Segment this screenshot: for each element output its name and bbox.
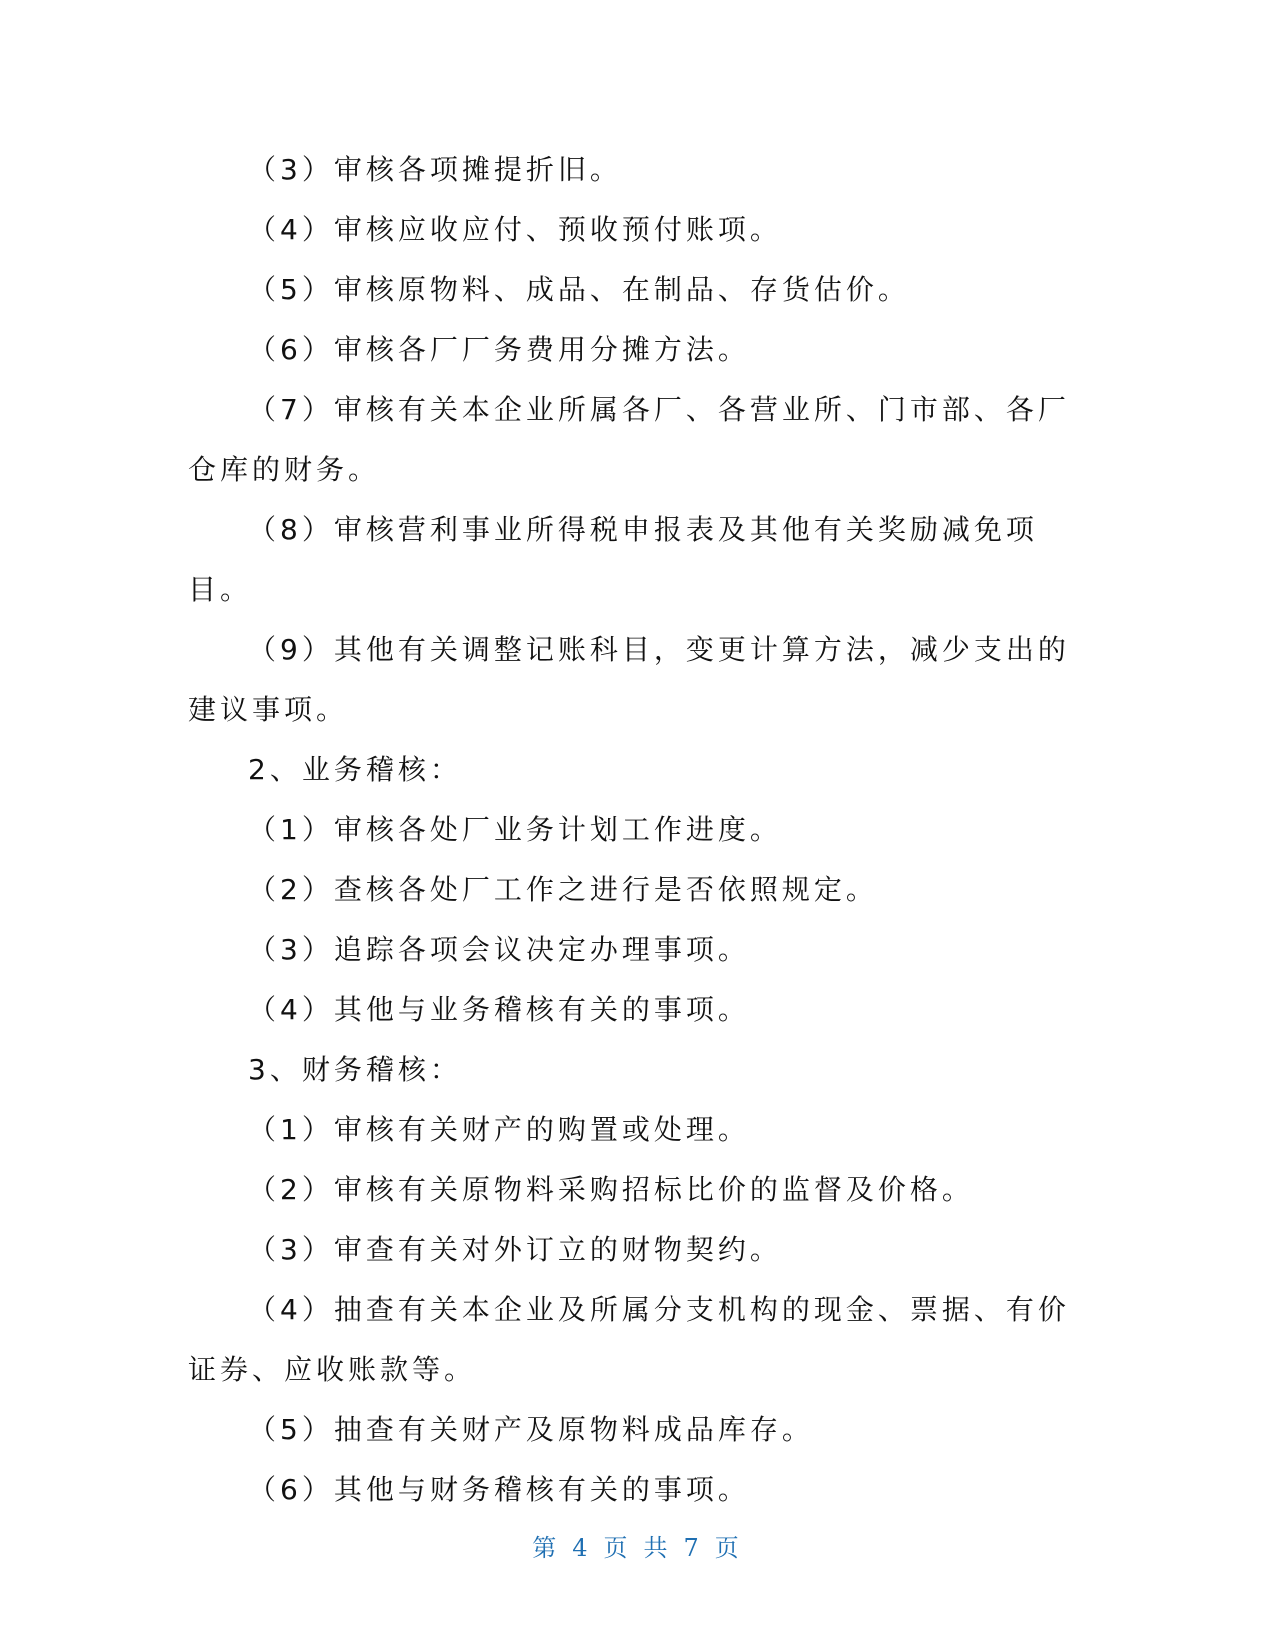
paragraph: （4）抽查有关本企业及所属分支机构的现金、票据、有价证券、应收账款等。 — [188, 1293, 1070, 1386]
paragraph: （8）审核营利事业所得税申报表及其他有关奖励减免项目。 — [188, 513, 1038, 606]
paragraph: （3）审查有关对外订立的财物契约。 — [248, 1233, 782, 1266]
paragraph: （4）审核应收应付、预收预付账项。 — [248, 213, 782, 246]
paragraph: （5）审核原物料、成品、在制品、存货估价。 — [248, 273, 910, 306]
paragraph: （1）审核有关财产的购置或处理。 — [248, 1113, 750, 1146]
paragraph: （3）审核各项摊提折旧。 — [248, 153, 622, 186]
document-body — [188, 140, 1088, 1520]
paragraph: （5）抽查有关财产及原物料成品库存。 — [248, 1413, 814, 1446]
footer-page-word: 页 — [603, 1534, 632, 1562]
section-heading: 3、财务稽核： — [248, 1053, 462, 1086]
paragraph: （9）其他有关调整记账科目，变更计算方法，减少支出的建议事项。 — [188, 633, 1070, 726]
paragraph: （4）其他与业务稽核有关的事项。 — [248, 993, 750, 1026]
paragraph: （7）审核有关本企业所属各厂、各营业所、门市部、各厂仓库的财务。 — [188, 393, 1070, 486]
paragraph: （2）审核有关原物料采购招标比价的监督及价格。 — [248, 1173, 974, 1206]
paragraph: （6）审核各厂厂务费用分摊方法。 — [248, 333, 750, 366]
footer-current-page: 4 — [572, 1534, 592, 1562]
paragraph: （2）查核各处厂工作之进行是否依照规定。 — [248, 873, 878, 906]
paragraph: （1）审核各处厂业务计划工作进度。 — [248, 813, 782, 846]
paragraph: （6）其他与财务稽核有关的事项。 — [248, 1473, 750, 1506]
section-heading: 2、业务稽核： — [248, 753, 462, 786]
footer-total-word: 共 — [643, 1534, 672, 1562]
footer-suffix: 页 — [714, 1534, 743, 1562]
page-footer — [0, 1528, 1275, 1563]
footer-total-pages: 7 — [683, 1534, 703, 1562]
paragraph: （3）追踪各项会议决定办理事项。 — [248, 933, 750, 966]
footer-prefix: 第 — [532, 1534, 561, 1562]
